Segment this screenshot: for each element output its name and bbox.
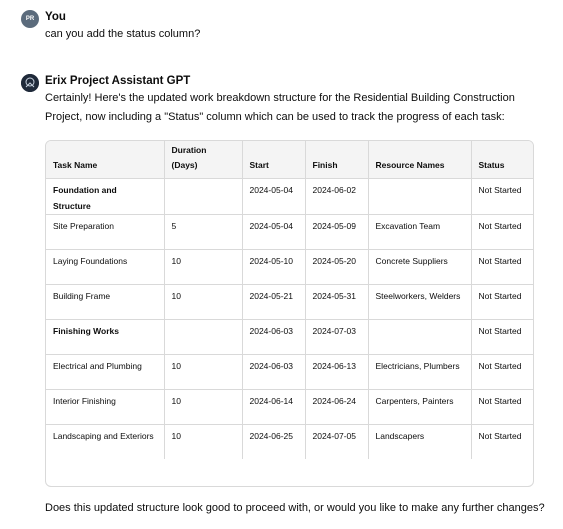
- table-cell-resources: Excavation Team: [368, 214, 471, 249]
- header-resource-names: Resource Names: [368, 141, 471, 178]
- table-cell-duration: [164, 178, 242, 214]
- table-cell-task: Building Frame: [46, 284, 164, 319]
- table-row: [46, 178, 533, 214]
- wbs-table: [45, 140, 534, 487]
- table-cell-start: 2024-06-25: [242, 424, 305, 459]
- table-cell-start: 2024-05-21: [242, 284, 305, 319]
- table-cell-resources: Electricians, Plumbers: [368, 354, 471, 389]
- table-cell-resources: Steelworkers, Welders: [368, 284, 471, 319]
- table-row: [46, 249, 533, 284]
- table-cell-start: 2024-05-10: [242, 249, 305, 284]
- table-cell-start: 2024-05-04: [242, 214, 305, 249]
- table-cell-task: Interior Finishing: [46, 389, 164, 424]
- header-status: Status: [471, 141, 533, 178]
- table-cell-finish: 2024-05-09: [305, 214, 368, 249]
- table-cell-duration: 10: [164, 389, 242, 424]
- table-cell-resources: [368, 178, 471, 214]
- assistant-outro: Does this updated structure look good to proceed with, or would you like to make any further changes?: [45, 502, 545, 514]
- assistant-intro: Certainly! Here's the updated work breakdown structure for the Residential Building Construction Project, now including a "Status" column which can be used to track the progress of each task:: [45, 92, 515, 123]
- table-header-row: [46, 141, 533, 178]
- table-cell-status: Not Started: [471, 319, 533, 354]
- table-row: [46, 214, 533, 249]
- user-name: You: [45, 11, 66, 23]
- table-cell-task: Electrical and Plumbing: [46, 354, 164, 389]
- assistant-avatar-icon: [21, 74, 39, 92]
- table-cell-status: Not Started: [471, 354, 533, 389]
- table-cell-start: 2024-06-03: [242, 354, 305, 389]
- table-cell-start: 2024-05-04: [242, 178, 305, 214]
- table-cell-finish: 2024-07-05: [305, 424, 368, 459]
- table-cell-task: Site Preparation: [46, 214, 164, 249]
- table-cell-status: Not Started: [471, 178, 533, 214]
- table-row: [46, 284, 533, 319]
- table-cell-finish: 2024-06-02: [305, 178, 368, 214]
- table-cell-finish: 2024-07-03: [305, 319, 368, 354]
- table-cell-status: Not Started: [471, 249, 533, 284]
- header-start: Start: [242, 141, 305, 178]
- table-cell-status: Not Started: [471, 214, 533, 249]
- user-avatar: PR: [21, 10, 39, 28]
- table-row: [46, 389, 533, 424]
- table-row: [46, 424, 533, 459]
- table-cell-start: 2024-06-14: [242, 389, 305, 424]
- table-cell-task: Finishing Works: [46, 319, 164, 354]
- header-finish: Finish: [305, 141, 368, 178]
- table-cell-resources: [368, 319, 471, 354]
- table-cell-duration: 10: [164, 424, 242, 459]
- header-task-name: Task Name: [46, 141, 164, 178]
- table-cell-finish: 2024-06-13: [305, 354, 368, 389]
- table-cell-task: Landscaping and Exteriors: [46, 424, 164, 459]
- table-cell-duration: 10: [164, 354, 242, 389]
- table-cell-task: Foundation and Structure: [46, 178, 164, 214]
- table-cell-finish: 2024-05-20: [305, 249, 368, 284]
- table-cell-status: Not Started: [471, 389, 533, 424]
- table-cell-start: 2024-06-03: [242, 319, 305, 354]
- table-cell-duration: [164, 319, 242, 354]
- header-duration: Duration (Days): [164, 141, 242, 178]
- table-cell-finish: 2024-05-31: [305, 284, 368, 319]
- table-cell-resources: Landscapers: [368, 424, 471, 459]
- assistant-name: Erix Project Assistant GPT: [45, 75, 191, 87]
- table-cell-resources: Carpenters, Painters: [368, 389, 471, 424]
- table-cell-duration: 10: [164, 284, 242, 319]
- table-cell-finish: 2024-06-24: [305, 389, 368, 424]
- table-cell-duration: 5: [164, 214, 242, 249]
- table-cell-status: Not Started: [471, 284, 533, 319]
- table-cell-duration: 10: [164, 249, 242, 284]
- table-cell-task: Laying Foundations: [46, 249, 164, 284]
- user-message: can you add the status column?: [45, 28, 201, 40]
- table-row: [46, 354, 533, 389]
- table-cell-status: Not Started: [478, 430, 522, 441]
- table-cell-resources: Concrete Suppliers: [368, 249, 471, 284]
- table-row: [46, 319, 533, 354]
